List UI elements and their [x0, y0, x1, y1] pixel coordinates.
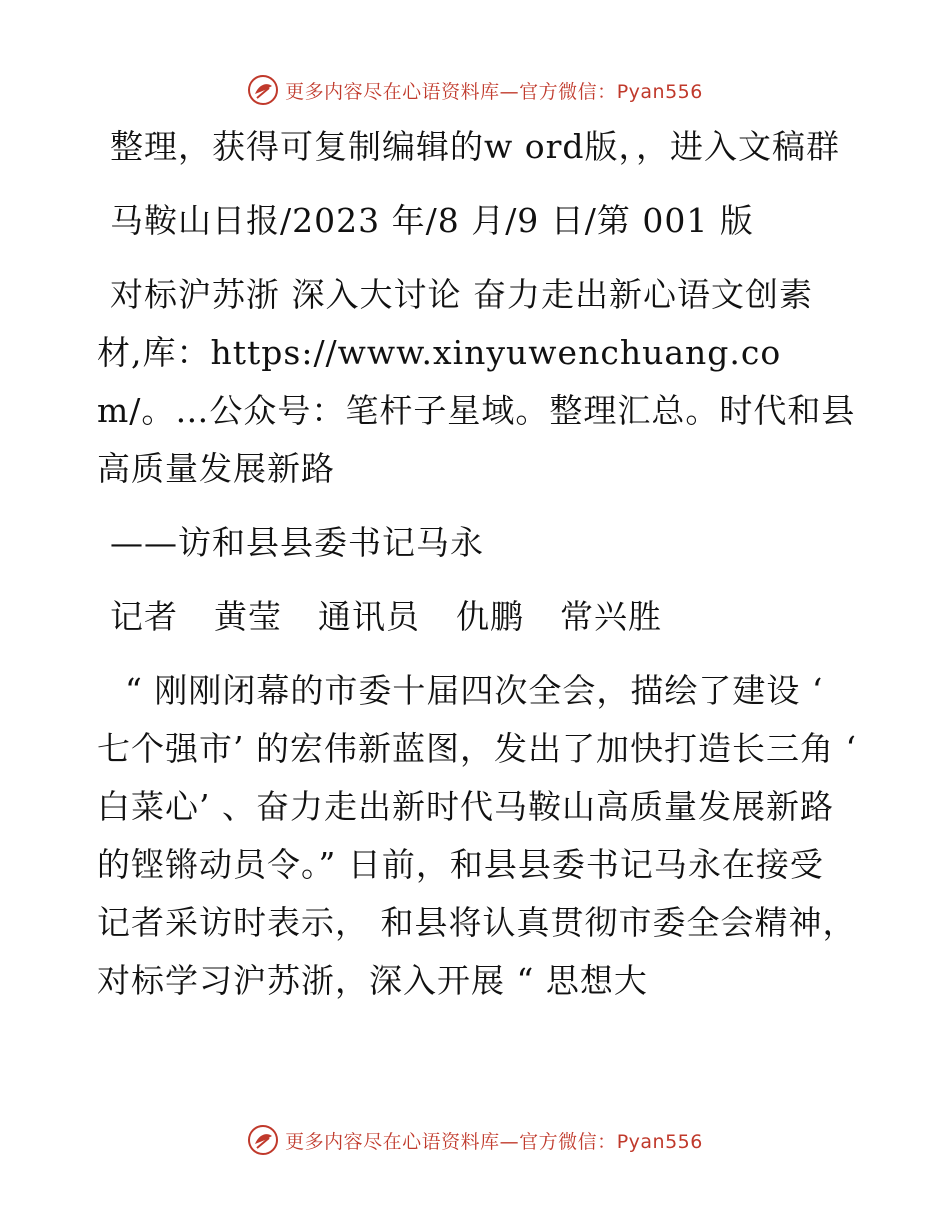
body-paragraph: “ 刚刚闭幕的市委十届四次全会，描绘了建设 ‘ 七个强市’ 的宏伟新蓝图，发出了加快打造长三角 ‘ 白菜心’ 、奋力走出新时代马鞍山高质量发展新路的铿锵动员令。” 日前，和县县委书记马永在接受记者采访时表示， 和县将认真贯彻市委全会精神，对标学习沪苏浙，深入开展 “ 思想大	[97, 671, 857, 1000]
header-wechat-label: 官方微信：	[519, 80, 617, 103]
article-subtitle: ——访和县县委书记马永	[110, 523, 484, 562]
brand-logo-icon	[247, 1124, 279, 1156]
footer-banner	[0, 1120, 950, 1160]
header-separator: —	[499, 80, 520, 103]
byline-correspondent-name-1: 仇鹏	[456, 597, 524, 636]
byline-correspondent-name-2: 常兴胜	[560, 597, 662, 636]
footer-brand: 更多内容尽在心语资料库	[285, 1130, 500, 1153]
footer-separator: —	[499, 1130, 520, 1153]
footer-wechat-label: 官方微信：	[519, 1130, 617, 1153]
byline	[97, 588, 857, 646]
intro-paragraph: 整理，获得可复制编辑的w ord版，，进入文稿群	[110, 127, 841, 166]
byline-correspondent-label: 通讯员	[318, 597, 420, 636]
footer-wechat-id: Pyan556	[616, 1130, 703, 1153]
article-title: 对标沪苏浙 深入大讨论 奋力走出新心语文创素材,库：https://www.xinyuwenchuang.com/。…公众号：笔杆子星域。整理汇总。时代和县高质量发展新路	[97, 275, 856, 488]
byline-reporter-name: 黄莹	[214, 597, 282, 636]
header-brand: 更多内容尽在心语资料库	[285, 80, 500, 103]
brand-logo-icon	[247, 74, 279, 106]
header-wechat-id: Pyan556	[616, 80, 703, 103]
header-banner	[0, 70, 950, 110]
article-body	[97, 118, 857, 1026]
header-text	[285, 77, 703, 104]
byline-reporter-label: 记者	[110, 597, 178, 636]
footer-text	[285, 1127, 703, 1154]
source-line: 马鞍山日报/2023 年/8 月/9 日/第 001 版	[110, 201, 754, 240]
